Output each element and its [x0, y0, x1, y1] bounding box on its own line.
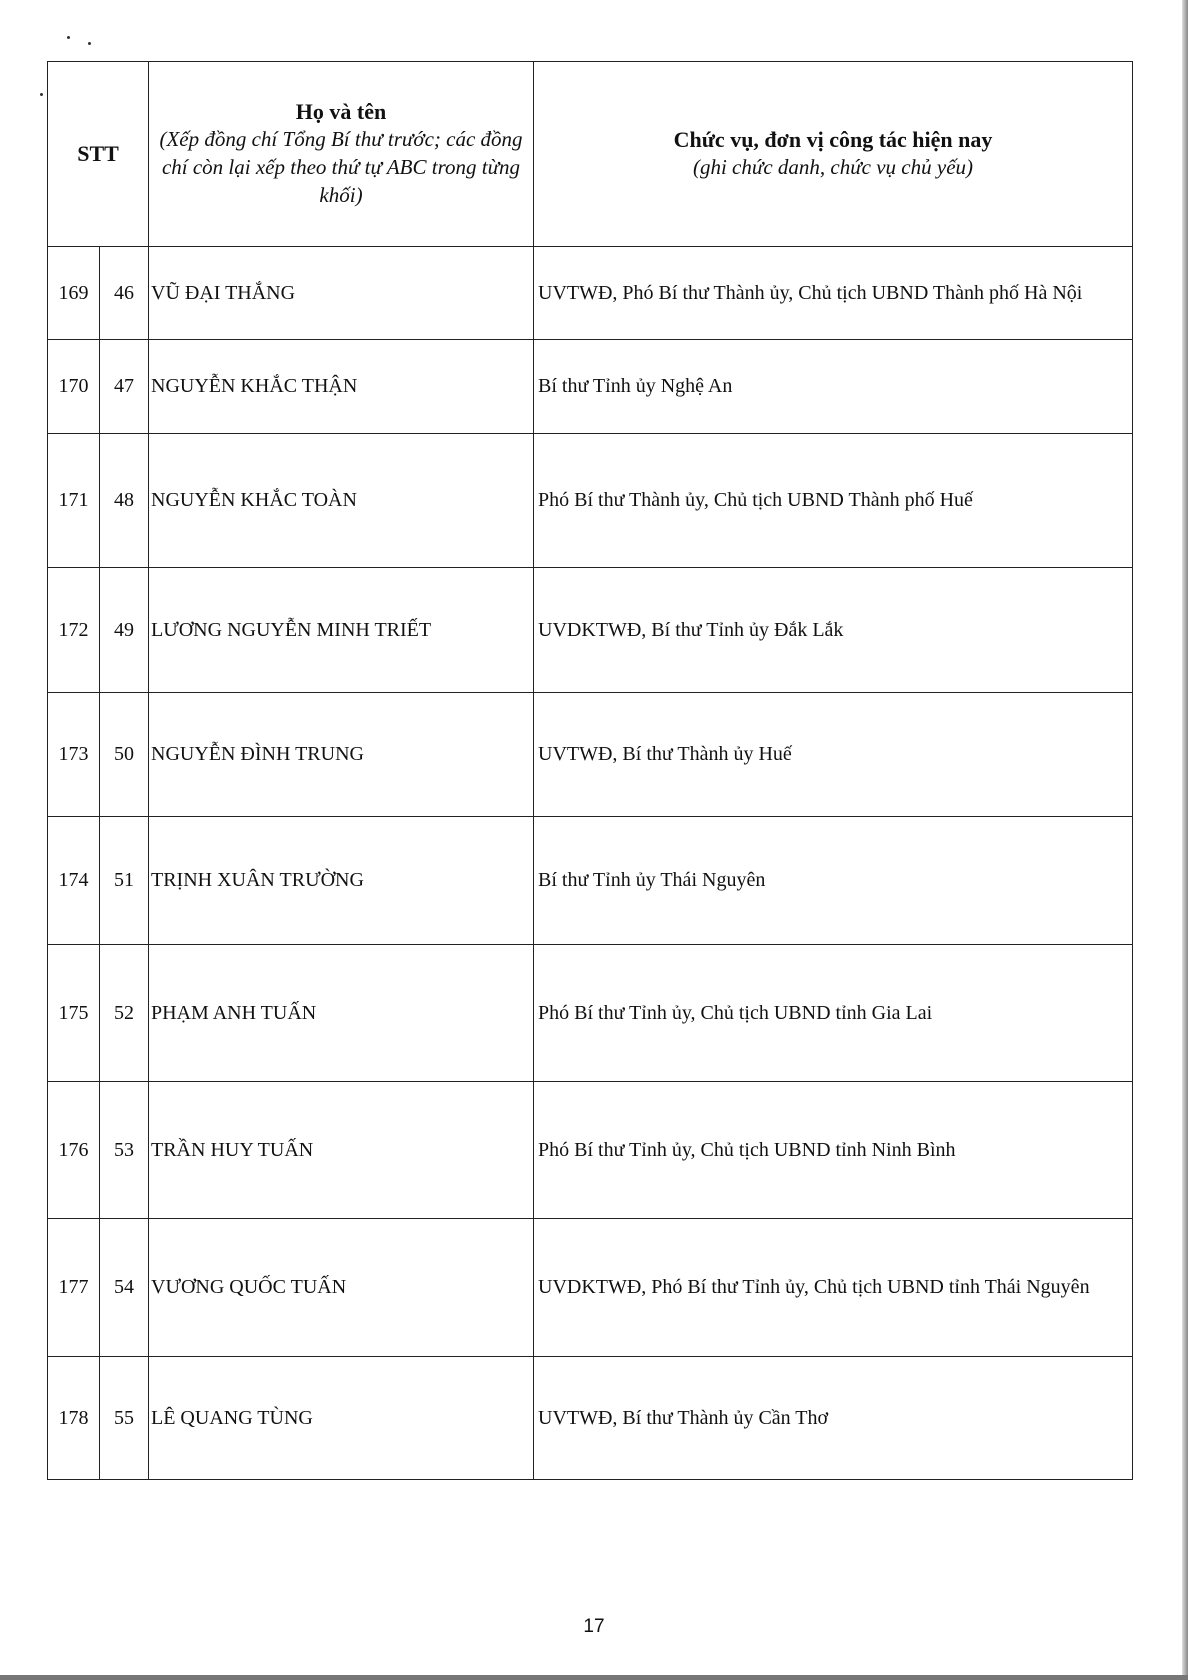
- scan-speck: [88, 42, 91, 45]
- table-row: [48, 1219, 1133, 1357]
- row-name: NGUYỄN KHẮC THẬN: [149, 340, 534, 434]
- row-position: Bí thư Tỉnh ủy Thái Nguyên: [534, 817, 1133, 945]
- table-row: [48, 693, 1133, 817]
- row-position: UVDKTWĐ, Bí thư Tỉnh ủy Đắk Lắk: [534, 568, 1133, 693]
- row-position: Bí thư Tỉnh ủy Nghệ An: [534, 340, 1133, 434]
- row-sub-number: 48: [100, 434, 149, 568]
- scan-speck: [67, 36, 70, 39]
- row-stt: 170: [48, 340, 100, 434]
- table-row: [48, 434, 1133, 568]
- row-stt: 175: [48, 945, 100, 1082]
- row-name: LÊ QUANG TÙNG: [149, 1357, 534, 1480]
- scan-speck: [40, 93, 43, 96]
- row-name: LƯƠNG NGUYỄN MINH TRIẾT: [149, 568, 534, 693]
- row-name: NGUYỄN ĐÌNH TRUNG: [149, 693, 534, 817]
- row-sub-number: 53: [100, 1082, 149, 1219]
- header-name: Họ và tên (Xếp đồng chí Tổng Bí thư trước; các đồng chí còn lại xếp theo thứ tự ABC trong từng khối): [149, 62, 534, 247]
- table-row: [48, 945, 1133, 1082]
- row-position: UVTWĐ, Bí thư Thành ủy Cần Thơ: [534, 1357, 1133, 1480]
- row-sub-number: 55: [100, 1357, 149, 1480]
- table-row: [48, 568, 1133, 693]
- row-sub-number: 50: [100, 693, 149, 817]
- header-stt: STT: [48, 62, 149, 247]
- table-row: [48, 1082, 1133, 1219]
- row-stt: 173: [48, 693, 100, 817]
- row-stt: 169: [48, 247, 100, 340]
- header-position: Chức vụ, đơn vị công tác hiện nay (ghi chức danh, chức vụ chủ yếu): [534, 62, 1133, 247]
- row-name: VƯƠNG QUỐC TUẤN: [149, 1219, 534, 1357]
- row-name: VŨ ĐẠI THẮNG: [149, 247, 534, 340]
- row-name: PHẠM ANH TUẤN: [149, 945, 534, 1082]
- row-sub-number: 49: [100, 568, 149, 693]
- table-row: [48, 817, 1133, 945]
- row-sub-number: 46: [100, 247, 149, 340]
- row-stt: 171: [48, 434, 100, 568]
- table-row: [48, 340, 1133, 434]
- row-sub-number: 54: [100, 1219, 149, 1357]
- row-sub-number: 51: [100, 817, 149, 945]
- row-position: UVTWĐ, Phó Bí thư Thành ủy, Chủ tịch UBND Thành phố Hà Nội: [534, 247, 1133, 340]
- personnel-table: [47, 61, 1133, 1480]
- row-position: Phó Bí thư Tỉnh ủy, Chủ tịch UBND tỉnh Gia Lai: [534, 945, 1133, 1082]
- row-name: NGUYỄN KHẮC TOÀN: [149, 434, 534, 568]
- row-position: UVTWĐ, Bí thư Thành ủy Huế: [534, 693, 1133, 817]
- row-position: UVDKTWĐ, Phó Bí thư Tỉnh ủy, Chủ tịch UBND tỉnh Thái Nguyên: [534, 1219, 1133, 1357]
- row-name: TRỊNH XUÂN TRƯỜNG: [149, 817, 534, 945]
- row-stt: 176: [48, 1082, 100, 1219]
- row-stt: 178: [48, 1357, 100, 1480]
- page-number: 17: [583, 1616, 605, 1637]
- row-name: TRẦN HUY TUẤN: [149, 1082, 534, 1219]
- table-header: [48, 62, 1133, 247]
- row-stt: 174: [48, 817, 100, 945]
- row-sub-number: 52: [100, 945, 149, 1082]
- row-position: Phó Bí thư Tỉnh ủy, Chủ tịch UBND tỉnh Ninh Bình: [534, 1082, 1133, 1219]
- row-position: Phó Bí thư Thành ủy, Chủ tịch UBND Thành phố Huế: [534, 434, 1133, 568]
- row-sub-number: 47: [100, 340, 149, 434]
- row-stt: 172: [48, 568, 100, 693]
- table-row: [48, 247, 1133, 340]
- row-stt: 177: [48, 1219, 100, 1357]
- scan-edge-bottom: [0, 1675, 1188, 1680]
- table-row: [48, 1357, 1133, 1480]
- scan-edge: [1182, 0, 1188, 1680]
